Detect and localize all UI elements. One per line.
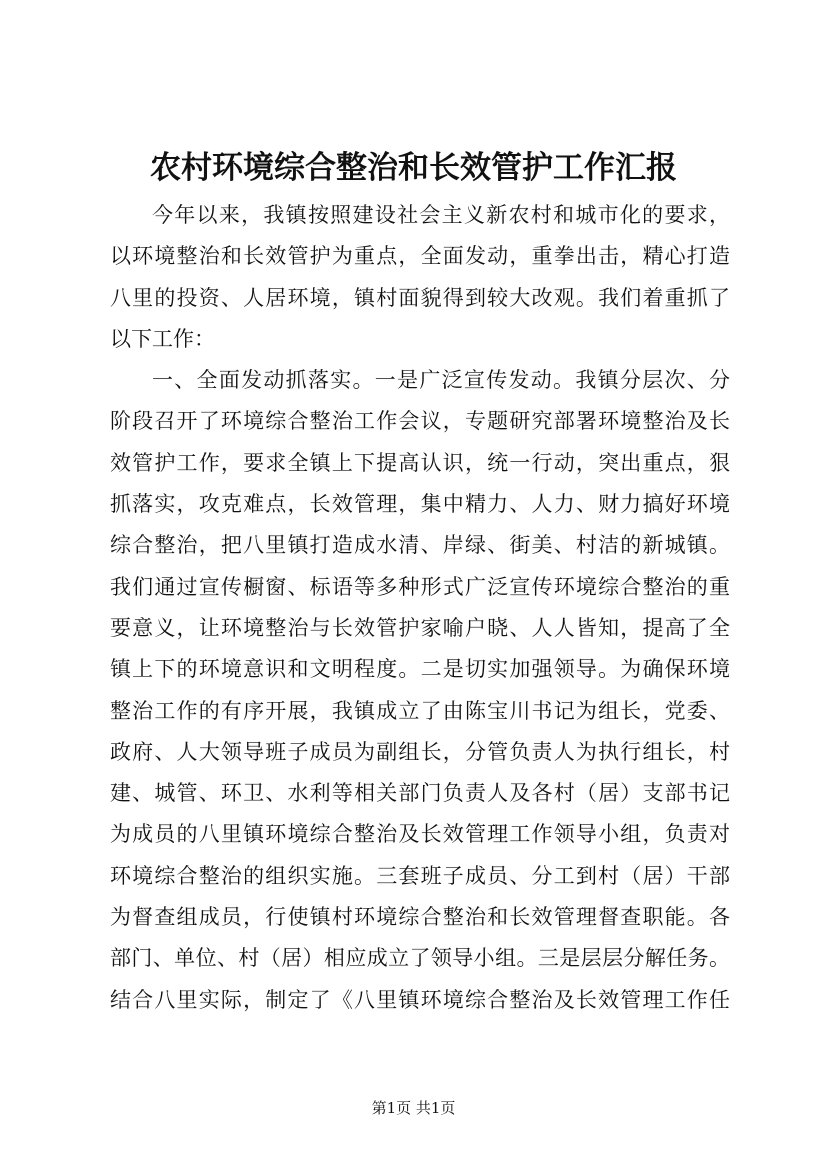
body-line: 整治工作的有序开展，我镇成立了由陈宝川书记为组长，党委、 — [110, 698, 730, 723]
body-line: 一、全面发动抓落实。一是广泛宣传发动。我镇分层次、分 — [152, 368, 730, 393]
document-title: 农村环境综合整治和长效管护工作汇报 — [150, 150, 677, 186]
page-number-footer: 第1页 共1页 — [371, 1099, 456, 1117]
body-line: 以下工作： — [110, 326, 215, 351]
body-line: 我们通过宣传橱窗、标语等多种形式广泛宣传环境综合整治的重 — [110, 574, 730, 599]
body-line: 部门、单位、村（居）相应成立了领导小组。三是层层分解任务。 — [110, 946, 730, 971]
body-line: 结合八里实际，制定了《八里镇环境综合整治及长效管理工作任 — [110, 987, 730, 1012]
body-line: 镇上下的环境意识和文明程度。二是切实加强领导。为确保环境 — [110, 657, 730, 682]
body-line: 八里的投资、人居环境，镇村面貌得到较大改观。我们着重抓了 — [110, 285, 730, 310]
body-line: 为成员的八里镇环境综合整治及长效管理工作领导小组，负责对 — [110, 822, 730, 847]
body-line: 今年以来，我镇按照建设社会主义新农村和城市化的要求， — [152, 203, 730, 227]
body-line: 阶段召开了环境综合整治工作会议，专题研究部署环境整治及长 — [110, 409, 730, 434]
body-line: 以环境整治和长效管护为重点，全面发动，重拳出击，精心打造 — [110, 244, 730, 269]
body-line: 环境综合整治的组织实施。三套班子成员、分工到村（居）干部 — [110, 863, 730, 888]
body-line: 要意义，让环境整治与长效管护家喻户晓、人人皆知，提高了全 — [110, 615, 730, 640]
body-line: 综合整治，把八里镇打造成水清、岸绿、街美、村洁的新城镇。 — [110, 533, 730, 558]
body-line: 建、城管、环卫、水利等相关部门负责人及各村（居）支部书记 — [110, 781, 730, 806]
document-body — [110, 195, 730, 1021]
body-line: 政府、人大领导班子成员为副组长，分管负责人为执行组长，村 — [110, 739, 730, 764]
body-line: 效管护工作，要求全镇上下提高认识，统一行动，突出重点，狠 — [110, 450, 730, 475]
body-line: 为督查组成员，行使镇村环境综合整治和长效管理督查职能。各 — [110, 905, 730, 930]
body-line: 抓落实，攻克难点，长效管理，集中精力、人力、财力搞好环境 — [110, 492, 730, 517]
